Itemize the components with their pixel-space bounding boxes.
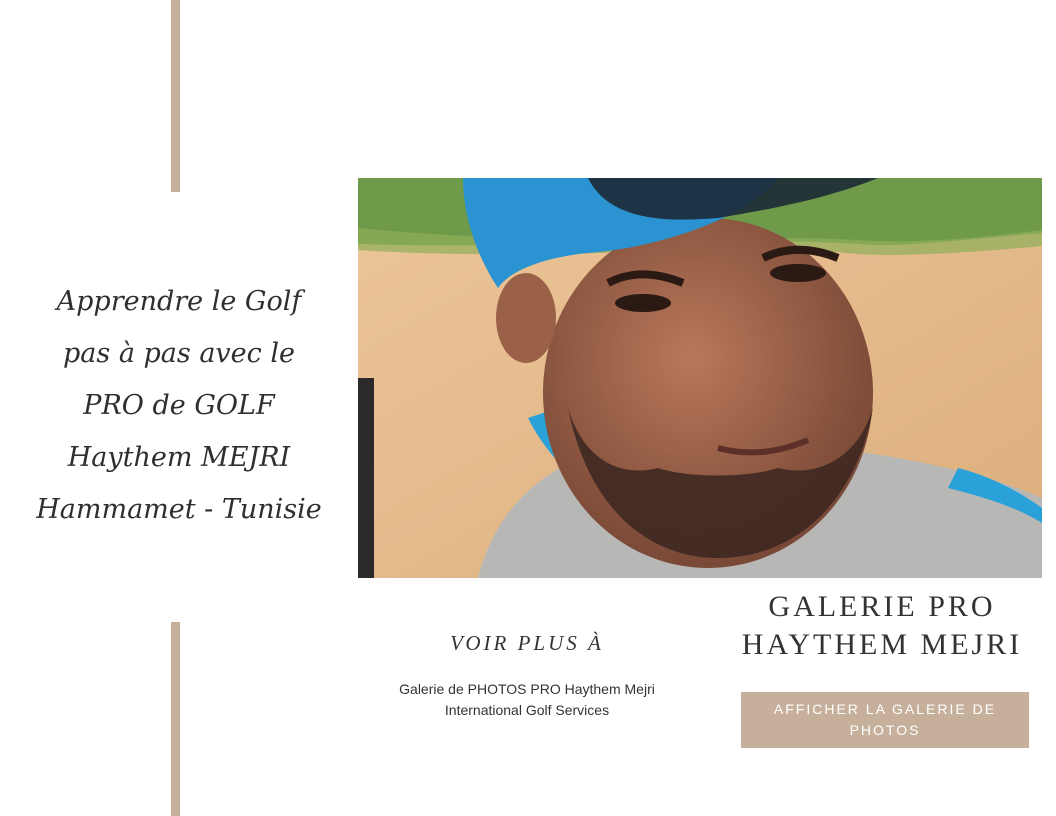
tagline-line: Haythem MEJRI xyxy=(67,442,291,473)
tagline-line: Hammamet - Tunisie xyxy=(36,494,322,525)
tagline-line: Apprendre le Golf xyxy=(56,286,302,317)
gallery-link-line[interactable]: International Golf Services xyxy=(444,702,610,718)
tagline-line: pas à pas avec le xyxy=(63,338,295,369)
voir-plus-heading: VOIR PLUS À xyxy=(450,631,604,655)
show-gallery-button-label: PHOTOS xyxy=(849,722,921,738)
decorative-vertical-bar-bottom xyxy=(171,622,180,816)
gallery-link[interactable] xyxy=(360,679,694,721)
gallery-link-line[interactable]: Galerie de PHOTOS PRO Haythem Mejri xyxy=(399,681,655,697)
golf-pro-portrait-photo xyxy=(358,178,1042,578)
tagline-line: PRO de GOLF xyxy=(83,390,275,421)
show-gallery-button[interactable] xyxy=(741,692,1029,748)
decorative-vertical-bar-top xyxy=(171,0,180,192)
gallery-title-line: HAYTHEM MEJRI xyxy=(741,628,1023,661)
gallery-title xyxy=(716,588,1048,664)
gallery-title-line: GALERIE PRO xyxy=(768,590,996,623)
show-gallery-button-label: AFFICHER LA GALERIE DE xyxy=(773,701,997,717)
tagline xyxy=(16,276,342,536)
